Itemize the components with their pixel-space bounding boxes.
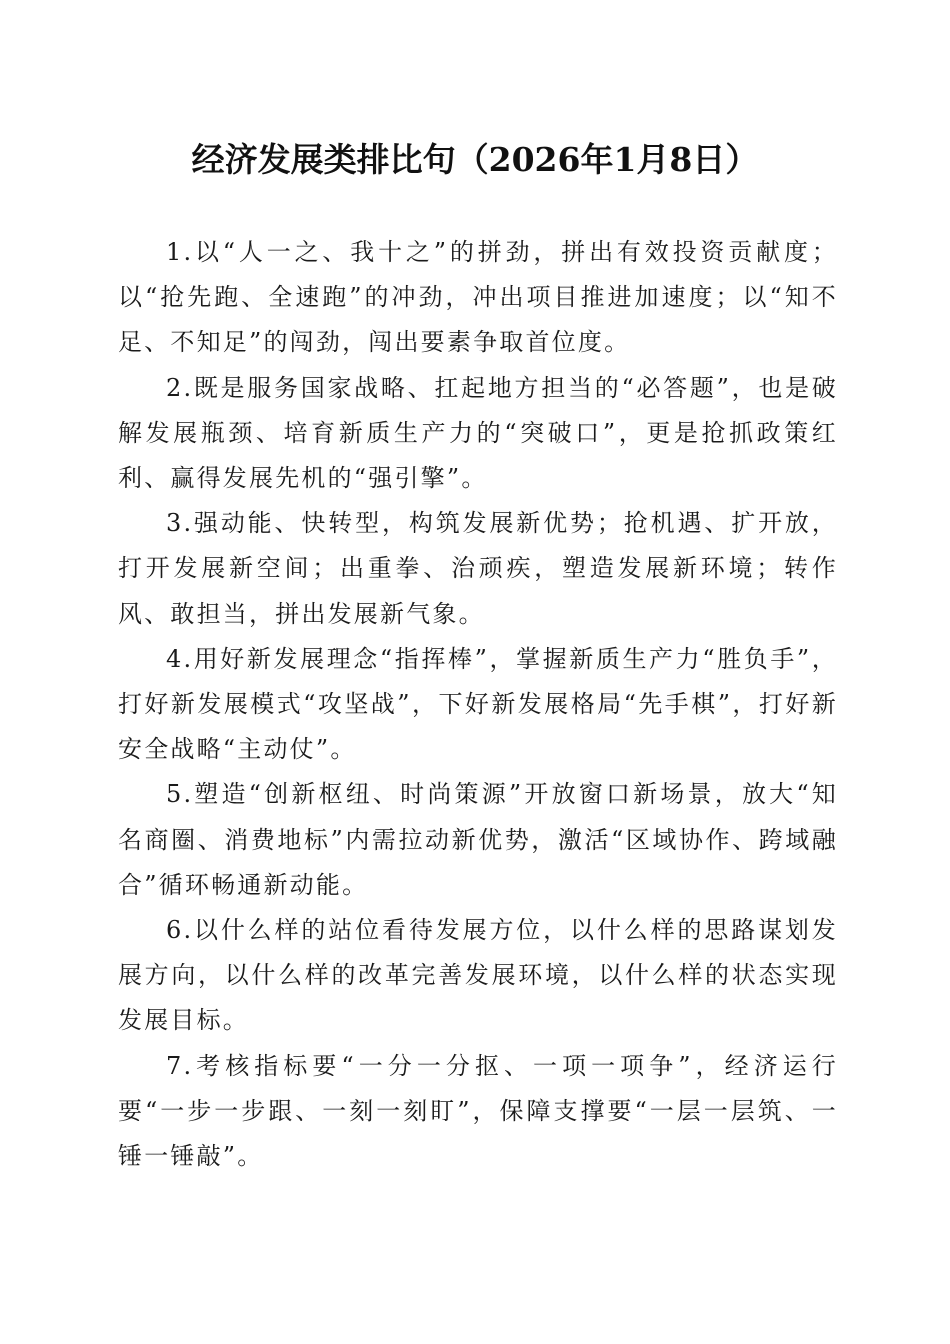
paragraph-1: 1.以“人一之、我十之”的拼劲，拼出有效投资贡献度；以“抢先跑、全速跑”的冲劲，冲出项目推进加速度；以“知不足、不知足”的闯劲，闯出要素争取首位度。 [118,238,838,357]
paragraph-7: 7.考核指标要“一分一分抠、一项一项争”，经济运行要“一步一步跟、一刻一刻盯”，保障支撑要“一层一层筑、一锤一锤敲”。 [118,1051,838,1171]
paragraph-2: 2.既是服务国家战略、扛起地方担当的“必答题”，也是破解发展瓶颈、培育新质生产力的“突破口”，更是抢抓政策红利、赢得发展先机的“强引擎”。 [118,373,838,493]
paragraph-4: 4.用好新发展理念“指挥棒”，掌握新质生产力“胜负手”，打好新发展模式“攻坚战”，下好新发展格局“先手棋”，打好新安全战略“主动仗”。 [118,644,838,764]
document-title: 经济发展类排比句（2026年1月8日） [191,140,759,179]
document-body [118,230,838,1179]
paragraph-6: 6.以什么样的站位看待发展方位，以什么样的思路谋划发展方向，以什么样的改革完善发展环境，以什么样的状态实现发展目标。 [118,916,838,1035]
paragraph-3: 3.强动能、快转型，构筑发展新优势；抢机遇、扩开放，打开发展新空间；出重拳、治顽疾，塑造发展新环境；转作风、敢担当，拼出发展新气象。 [118,509,838,628]
paragraph-5: 5.塑造“创新枢纽、时尚策源”开放窗口新场景，放大“知名商圈、消费地标”内需拉动新优势，激活“区域协作、跨域融合”循环畅通新动能。 [118,780,838,899]
